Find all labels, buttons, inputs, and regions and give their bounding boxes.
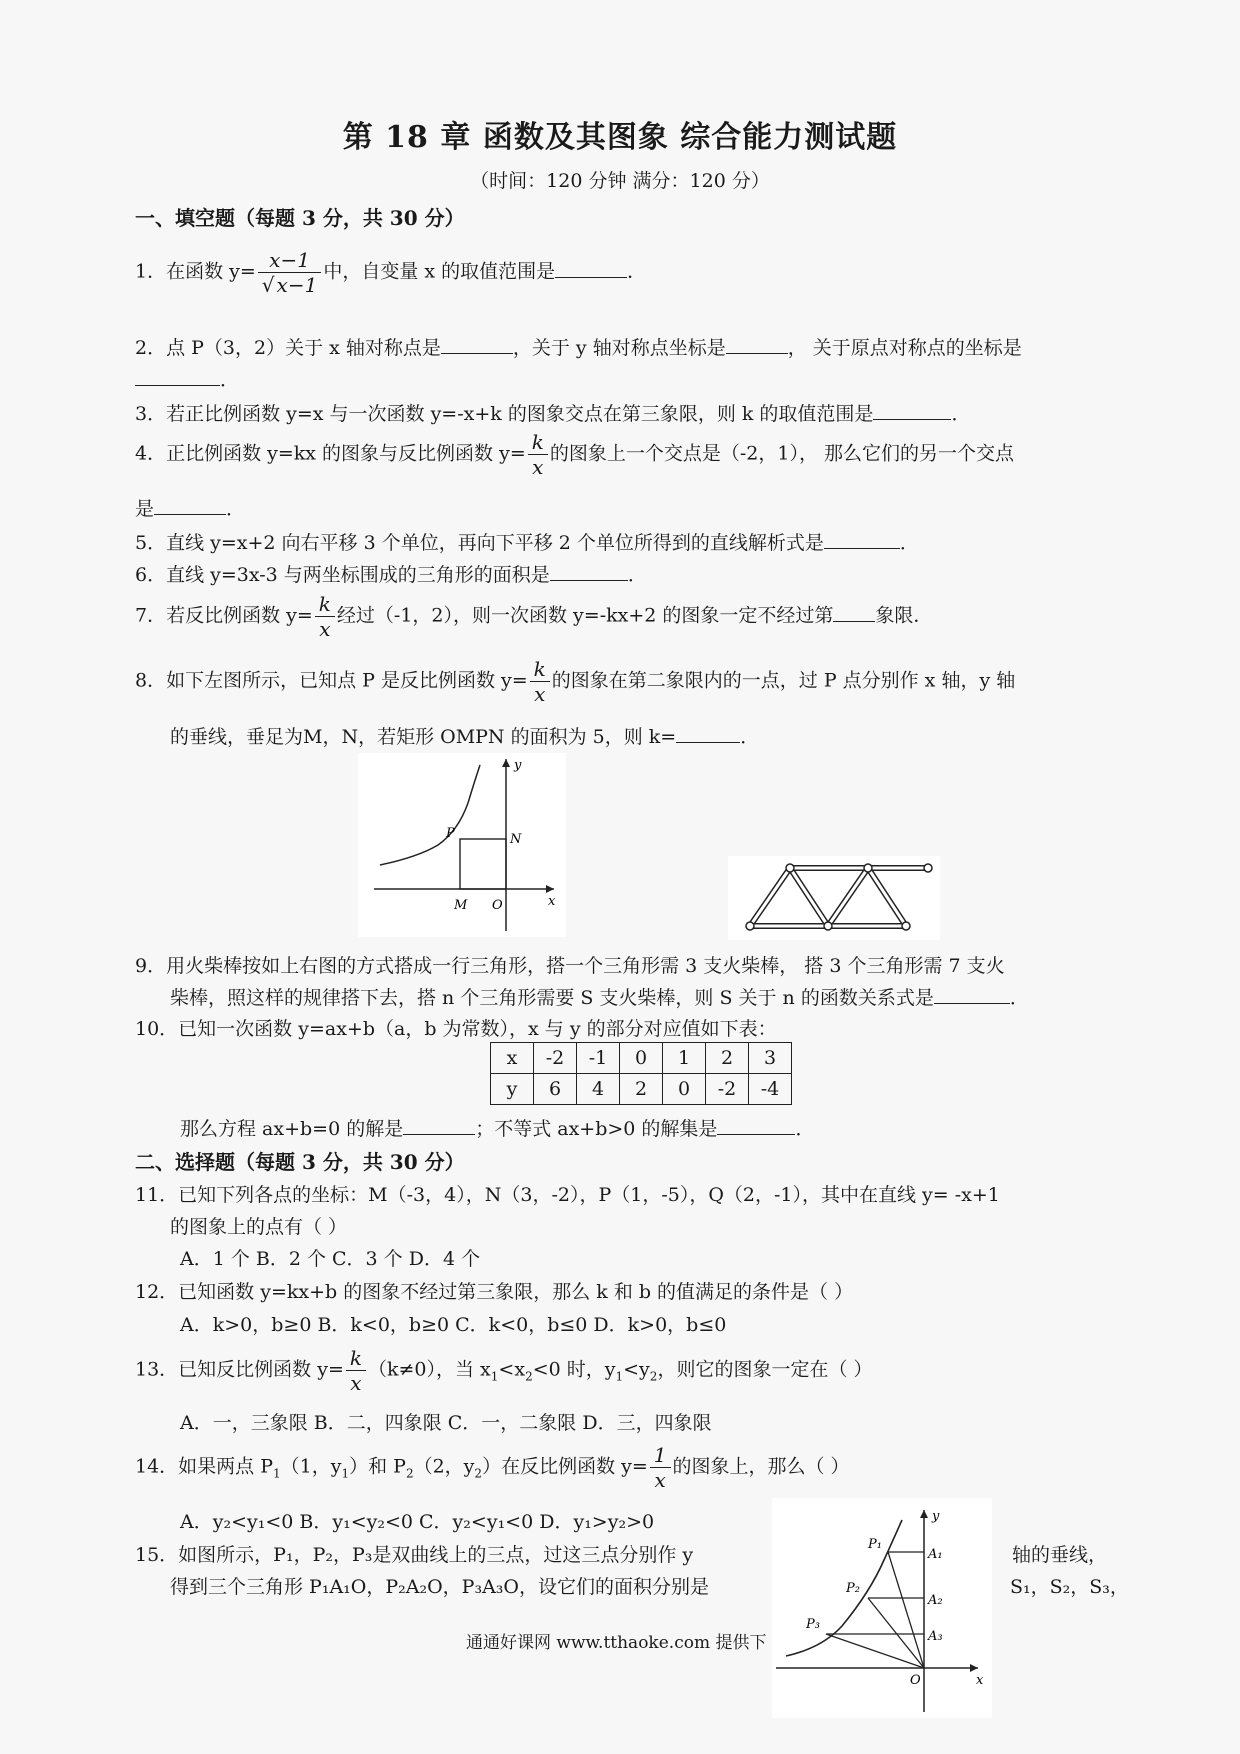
question-2: 2．点 P（3，2）关于 x 轴对称点是 ，关于 y 轴对称点坐标是 ， 关于原点对称点的坐标是	[135, 337, 1022, 359]
answer-blank	[934, 985, 1010, 1004]
fraction: $\frac{1}{x}$	[650, 1443, 671, 1492]
question-6: 6．直线 y=3x-3 与两坐标围成的三角形的面积是 ．	[135, 564, 647, 586]
hyperbola-triangles-figure	[772, 1498, 992, 1718]
fraction: $\frac{k}{x}$	[530, 657, 550, 706]
answer-blank	[833, 603, 875, 622]
fig3-a3-label: A₃	[928, 1629, 943, 1644]
answer-blank	[555, 259, 627, 278]
question-4-cont: 是 ．	[135, 498, 246, 520]
fig3-x-label: x	[976, 1673, 984, 1688]
question-15-cont-tail: S₁，S₂，S₃，	[1010, 1576, 1129, 1598]
fig3-y-label: y	[932, 1509, 940, 1524]
answer-blank	[676, 724, 740, 743]
page-title: 第 18 章 函数及其图象 综合能力测试题	[342, 120, 898, 155]
hyperbola-rectangle-figure	[358, 753, 566, 937]
question-1: 1．在函数 y= $\frac{x-1}{√ x-1}$ 中，自变量 x 的取值范围是 ．	[135, 248, 647, 297]
fraction: $\frac{k}{x}$	[346, 1346, 366, 1395]
section-choice-heading: 二、选择题（每题 3 分，共 30 分）	[135, 1150, 465, 1174]
table-row: y 6 4 2 0 -2 -4	[491, 1074, 792, 1105]
fraction: $\frac{x-1}{√ x-1}$	[258, 248, 322, 297]
question-8: 8．如下左图所示，已知点 P 是反比例函数 y= $\frac{k}{x}$ 的图象在第二象限内的一点，过 P 点分别作 x 轴，y 轴	[135, 657, 1016, 706]
question-15-tail: 轴的垂线，	[1012, 1544, 1108, 1566]
section-fill-in-heading: 一、填空题（每题 3 分，共 30 分）	[135, 206, 465, 230]
answer-blank	[726, 335, 788, 354]
question-11: 11．已知下列各点的坐标：M（-3，4），N（3，-2），P（1，-5），Q（2，-1），其中在直线 y= -x+1	[135, 1184, 1000, 1206]
question-10-cont: 那么方程 ax+b=0 的解是 ；不等式 ax+b>0 的解集是 ．	[180, 1118, 815, 1140]
question-5: 5．直线 y=x+2 向右平移 3 个单位，再向下平移 2 个单位所得到的直线解析式是 ．	[135, 532, 919, 554]
fig1-m-label: M	[454, 898, 468, 913]
answer-blank	[873, 401, 951, 420]
answer-blank	[154, 496, 226, 515]
fig1-n-label: N	[510, 832, 522, 847]
question-4: 4．正比例函数 y=kx 的图象与反比例函数 y= $\frac{k}{x}$ 的图象上一个交点是（-2，1）， 那么它们的另一个交点	[135, 430, 1015, 479]
question-9: 9．用火柴棒按如上右图的方式搭成一行三角形，搭一个三角形需 3 支火柴棒， 搭 3 个三角形需 7 支火	[135, 955, 1005, 977]
question-12-options: A．k>0，b≥0 B．k<0，b≥0 C．k<0，b≤0 D．k>0，b≤0	[180, 1314, 727, 1336]
question-2-cont: ．	[135, 365, 239, 392]
fig1-o-label: O	[492, 898, 503, 913]
fig3-o-label: O	[910, 1673, 921, 1688]
answer-blank	[135, 367, 220, 386]
fig3-a1-label: A₁	[928, 1547, 943, 1562]
table-row: x -2 -1 0 1 2 3	[491, 1043, 792, 1074]
answer-blank	[441, 335, 513, 354]
fig1-p-label: P	[446, 826, 455, 841]
question-11-cont: 的图象上的点有（ ）	[170, 1216, 348, 1238]
answer-blank	[717, 1116, 795, 1135]
question-13-options: A．一，三象限 B．二，四象限 C．一，二象限 D．三，四象限	[180, 1412, 712, 1434]
fig3-p3-label: P₃	[806, 1617, 820, 1632]
question-15-cont: 得到三个三角形 P₁A₁O，P₂A₂O，P₃A₃O，设它们的面积分别是	[170, 1576, 709, 1598]
answer-blank	[824, 530, 900, 549]
question-14: 14．如果两点 $P_1(1$，$y_1$）和 $P_2(2$，$y_2$）在反比例函数 y= $\frac{1}{x}$ 的图象上，那么（ ）	[135, 1443, 850, 1492]
question-11-options: A．1 个 B．2 个 C．3 个 D．4 个	[180, 1248, 481, 1270]
question-10: 10．已知一次函数 y=ax+b（a，b 为常数），x 与 y 的部分对应值如下表：	[135, 1018, 777, 1040]
fig3-p1-label: P₁	[868, 1537, 882, 1552]
fig1-y-label: y	[514, 758, 522, 773]
page-footer: 通通好课网 www.tthaoke.com 提供下	[466, 1633, 767, 1653]
question-13: 13．已知反比例函数 y= $\frac{k}{x}$ （k≠0），当 $x_1<x_2<0$ 时，$y_1<y_2$，则它的图象一定在（ ）	[135, 1346, 873, 1395]
fig3-a2-label: A₂	[928, 1593, 943, 1608]
question-3: 3．若正比例函数 y=x 与一次函数 y=-x+k 的图象交点在第三象限，则 k 的取值范围是 ．	[135, 403, 971, 425]
fraction: $\frac{k}{x}$	[528, 430, 548, 479]
fig3-p2-label: P₂	[846, 1581, 860, 1596]
question-8-cont: 的垂线，垂足为M，N，若矩形 OMPN 的面积为 5，则 k= ．	[170, 726, 760, 748]
question-9-cont: 柴棒，照这样的规律搭下去，搭 n 个三角形需要 S 支火柴棒，则 S 关于 n 的函数关系式是 ．	[170, 987, 1029, 1009]
answer-blank	[403, 1116, 475, 1135]
exam-time-info: （时间：120 分钟 满分：120 分）	[470, 170, 770, 192]
question-12: 12．已知函数 y=kx+b 的图象不经过第三象限，那么 k 和 b 的值满足的条件是（ ）	[135, 1281, 854, 1303]
value-table	[490, 1042, 792, 1105]
fig1-x-label: x	[548, 894, 556, 909]
answer-blank	[550, 562, 628, 581]
matchstick-triangles-figure	[728, 856, 940, 940]
question-7: 7．若反比例函数 y= $\frac{k}{x}$ 经过（-1，2），则一次函数 y=-kx+2 的图象一定不经过第 象限．	[135, 592, 933, 641]
question-15: 15．如图所示，P₁，P₂，P₃是双曲线上的三点，过这三点分别作 y	[135, 1544, 694, 1566]
question-14-options: A．y₂<y₁<0 B．y₁<y₂<0 C．y₂<y₁<0 D．y₁>y₂>0	[180, 1511, 655, 1533]
fraction: $\frac{k}{x}$	[315, 592, 335, 641]
